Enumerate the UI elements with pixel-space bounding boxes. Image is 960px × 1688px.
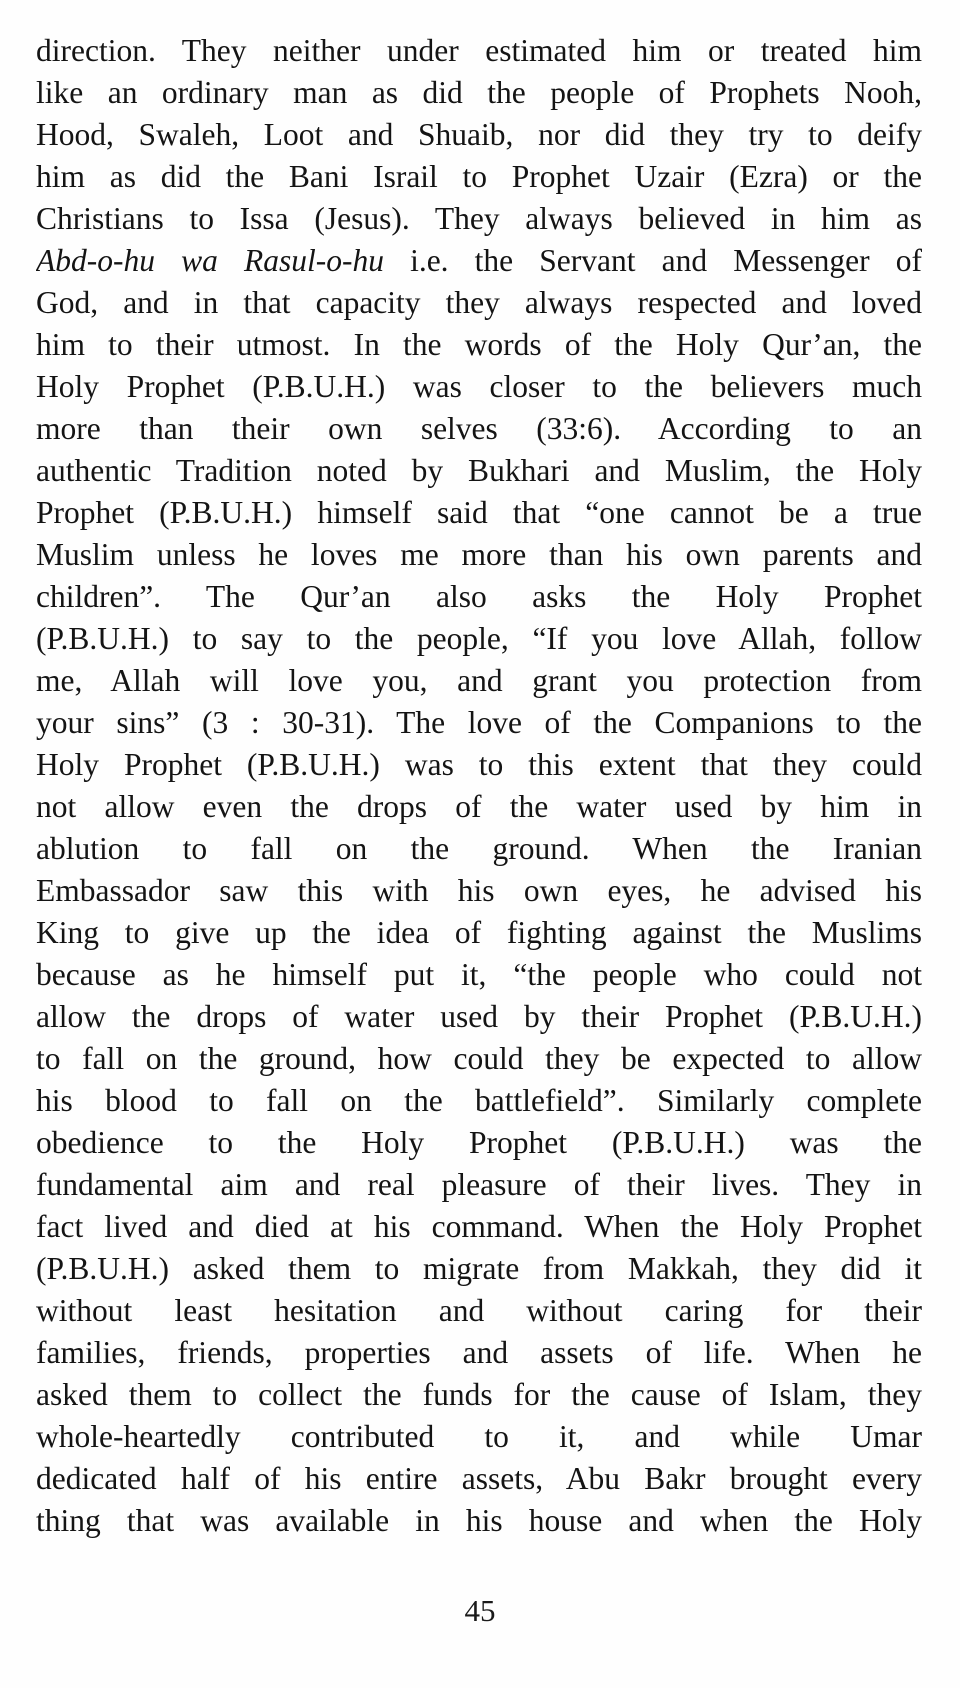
text-line-26: his blood to fall on the battlefield”. Similarly complete [36,1083,922,1118]
body-text [36,30,922,1542]
text-line-3: Hood, Swaleh, Loot and Shuaib, nor did they try to deify [36,117,922,152]
text-line-29: fact lived and died at his command. When the Holy Prophet [36,1209,922,1244]
text-line-16: me, Allah will love you, and grant you protection from [36,663,922,698]
page-number: 45 [464,1593,496,1628]
text-line-6-rest: i.e. the Servant and Messenger of [383,243,922,278]
text-line-20: ablution to fall on the ground. When the Iranian [36,831,922,866]
text-line-14: children”. The Qur’an also asks the Holy Prophet [36,579,922,614]
text-line-17: your sins” (3 : 30-31). The love of the Companions to the [36,705,922,740]
text-line-9: Holy Prophet (P.B.U.H.) was closer to the believers much [36,369,922,404]
text-line-1: direction. They neither under estimated him or treated him [36,33,922,68]
text-line-10: more than their own selves (33:6). According to an [36,411,922,446]
text-line-34: whole-heartedly contributed to it, and while Umar [36,1419,922,1454]
text-line-28: fundamental aim and real pleasure of their lives. They in [36,1167,922,1202]
text-line-23: because as he himself put it, “the people who could not [36,957,922,992]
text-line-30: (P.B.U.H.) asked them to migrate from Makkah, they did it [36,1251,922,1286]
text-line-12: Prophet (P.B.U.H.) himself said that “one cannot be a true [36,495,922,530]
text-line-8: him to their utmost. In the words of the Holy Qur’an, the [36,327,922,362]
text-line-27: obedience to the Holy Prophet (P.B.U.H.) was the [36,1125,922,1160]
text-line-32: families, friends, properties and assets of life. When he [36,1335,922,1370]
text-line-22: King to give up the idea of fighting against the Muslims [36,915,922,950]
text-line-13: Muslim unless he loves me more than his own parents and [36,537,922,572]
text-line-7: God, and in that capacity they always respected and loved [36,285,922,320]
text-line-24: allow the drops of water used by their Prophet (P.B.U.H.) [36,999,922,1034]
text-line-35: dedicated half of his entire assets, Abu Bakr brought every [36,1461,922,1496]
text-line-19: not allow even the drops of the water used by him in [36,789,922,824]
text-line-25: to fall on the ground, how could they be expected to allow [36,1041,922,1076]
text-line-36: thing that was available in his house and when the Holy [36,1503,922,1538]
text-line-15: (P.B.U.H.) to say to the people, “If you love Allah, follow [36,621,922,656]
text-line-5: Christians to Issa (Jesus). They always believed in him as [36,201,922,236]
italic-phrase: Abd-o-hu wa Rasul-o-hu [36,243,384,278]
text-line-33: asked them to collect the funds for the cause of Islam, they [36,1377,922,1412]
text-line-31: without least hesitation and without caring for their [36,1293,922,1328]
text-line-11: authentic Tradition noted by Bukhari and Muslim, the Holy [36,453,922,488]
text-line-6 [36,240,922,282]
text-line-2: like an ordinary man as did the people of Prophets Nooh, [36,75,922,110]
text-line-18: Holy Prophet (P.B.U.H.) was to this extent that they could [36,747,922,782]
text-line-21: Embassador saw this with his own eyes, he advised his [36,873,922,908]
text-line-4: him as did the Bani Israil to Prophet Uzair (Ezra) or the [36,159,922,194]
